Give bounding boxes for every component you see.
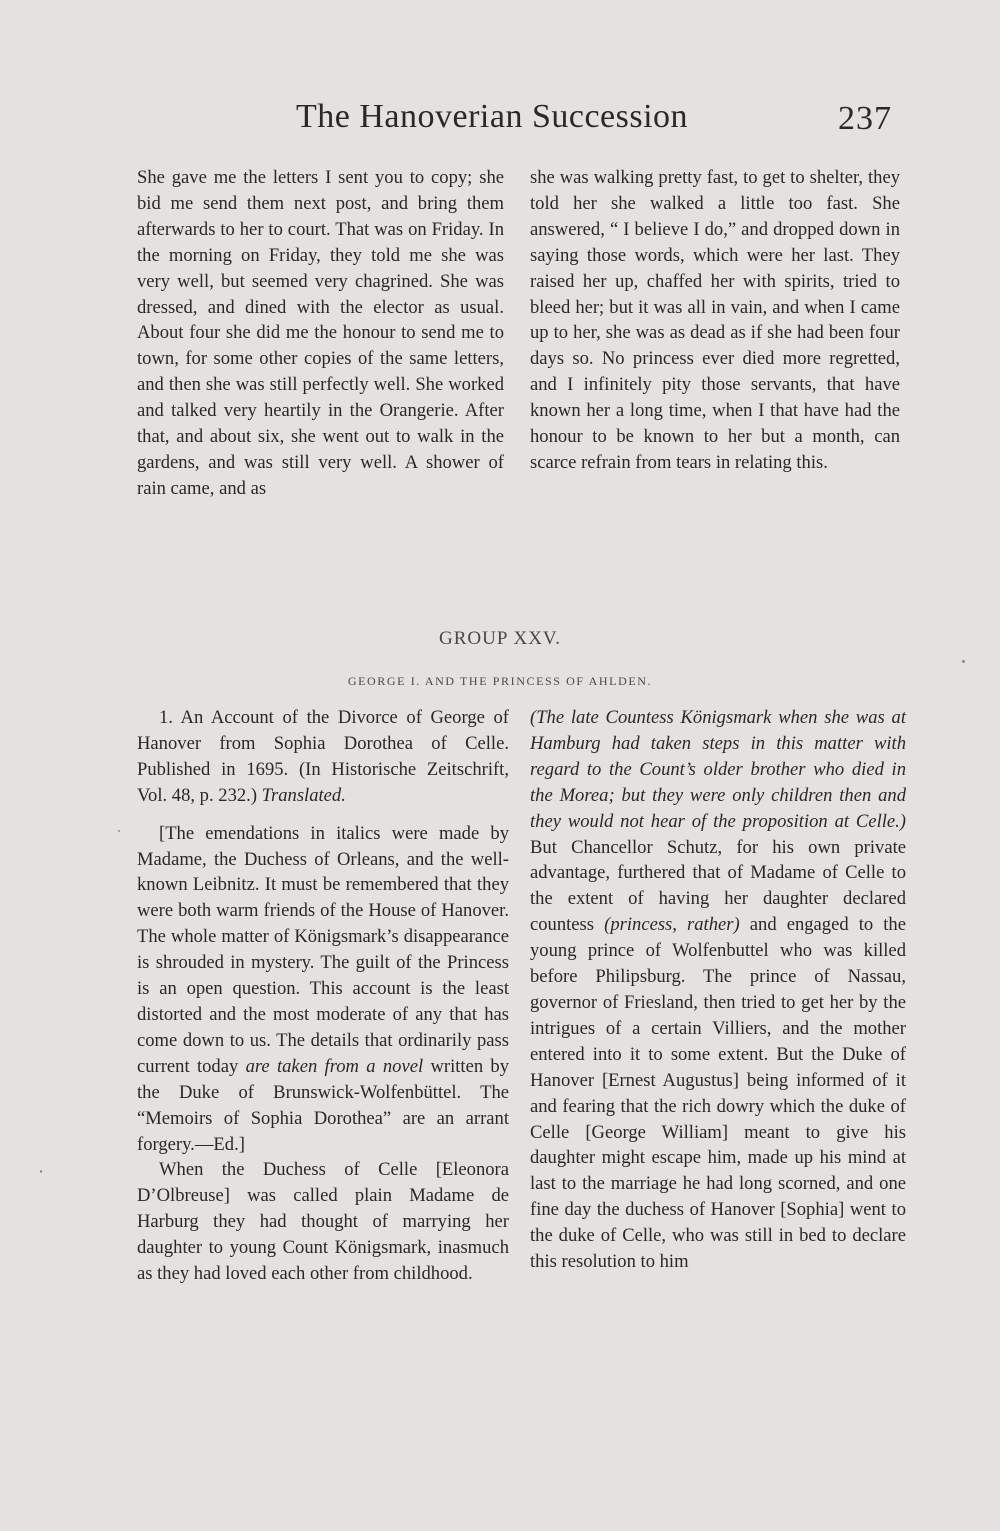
editor-note-text-a: [The emendations in italics were made by Madame, the Duchess of Orleans, and the well-known Leibnitz. It must be remembered that they were both warm friends of the House of Hanover. The whole matter of Königsmark’s disappearance is shrouded in mystery. The guilt of the Princess is an open question. This account is the least distorted and the most moderate of any that has come down to us. The details that ordinarily pass current today (137, 822, 509, 1077)
emendation-italic-a: (The late Countess Königsmark when she was at Hamburg had taken steps in this matter with regard to the Count’s older brother who died in the Morea; but they were only children then and they would not hear of the proposition at Celle.) (530, 707, 906, 832)
group-subheading: GEORGE I. AND THE PRINCESS OF AHLDEN. (347, 674, 653, 688)
citation-text: 1. An Account of the Divorce of George of Hanover from Sophia Dorothea of Celle. Published in 1695. (In Historische Zeitschrift, Vol. 48, p. 232.) (137, 707, 509, 806)
page-number: 237 (838, 100, 892, 137)
bottom-right-column (530, 705, 906, 1275)
body-paragraph-left: When the Duchess of Celle [Eleonora D’Olbreuse] was called plain Madame de Harburg they had thought of marrying her daughter to young Count Königsmark, inasmuch as they had loved each other from childhood. (137, 1159, 509, 1285)
emendation-italic-b: (princess, rather) (604, 914, 740, 936)
editor-note-italic: are taken from a novel (245, 1055, 424, 1077)
top-left-column (137, 165, 504, 502)
citation-translated: Translated. (261, 784, 346, 806)
paper-speck (962, 660, 965, 663)
bottom-left-column (137, 705, 509, 1287)
citation-paragraph (137, 705, 509, 809)
letter-paragraph-right: she was walking pretty fast, to get to shelter, they told her she walked a little too fast. She answered, “ I believe I do,” and dropped down in saying those words, which were her last. They raised her up, chaffed her with spirits, tried to bleed her; but it was all in vain, and when I came up to her, she was as dead as if she had been four days so. No princess ever died more regretted, and I infinitely pity those servants, that have known her a long time, when I that have had the honour to be known to her but a month, can scarce refrain from tears in relating this. (530, 167, 900, 473)
top-right-column (530, 165, 900, 476)
paper-speck (40, 1170, 42, 1173)
group-heading: GROUP XXV. (439, 628, 561, 649)
paper-speck (118, 830, 120, 832)
body-text-b: and engaged to the young prince of Wolfenbuttel who was killed before Philipsburg. The prince of Nassau, governor of Friesland, then tried to get her by the intrigues of a certain Villiers, and the mother entered into it to some extent. But the Duke of Hanover [Ernest Augustus] being informed of it and fearing that the rich dowry which the duke of Celle [George William] meant to give his daughter might escape him, made up his mind at last to the marriage he had long scorned, and one fine day the duchess of Hanover [Sophia] went to the duke of Celle, who was still in bed to declare this resolution to him (530, 914, 906, 1273)
body-text-a: But Chancellor Schutz, for his own private advantage, furthered that of Madame of Celle to the extent of having her daughter declared countess (530, 836, 906, 936)
running-head (0, 98, 1000, 148)
body-paragraph-right (530, 705, 906, 1275)
editor-note (137, 821, 509, 1158)
editor-note-text-b: written by the Duke of Brunswick-Wolfenbüttel. The “Memoirs of Sophia Dorothea” are an arrant forgery.—Ed.] (137, 1055, 510, 1155)
letter-paragraph-left: She gave me the letters I sent you to copy; she bid me send them next post, and bring them afterwards to her to court. That was on Friday. In the morning on Friday, they told me she was very well, but seemed very chagrined. She was dressed, and dined with the elector as usual. About four she did me the honour to send me to town, for some other copies of the same letters, and then she was still perfectly well. She worked and talked very heartily in the Orangerie. After that, and about six, she went out to walk in the gardens, and was still very well. A shower of rain came, and as (137, 167, 504, 499)
running-title: The Hanoverian Succession (296, 98, 689, 135)
